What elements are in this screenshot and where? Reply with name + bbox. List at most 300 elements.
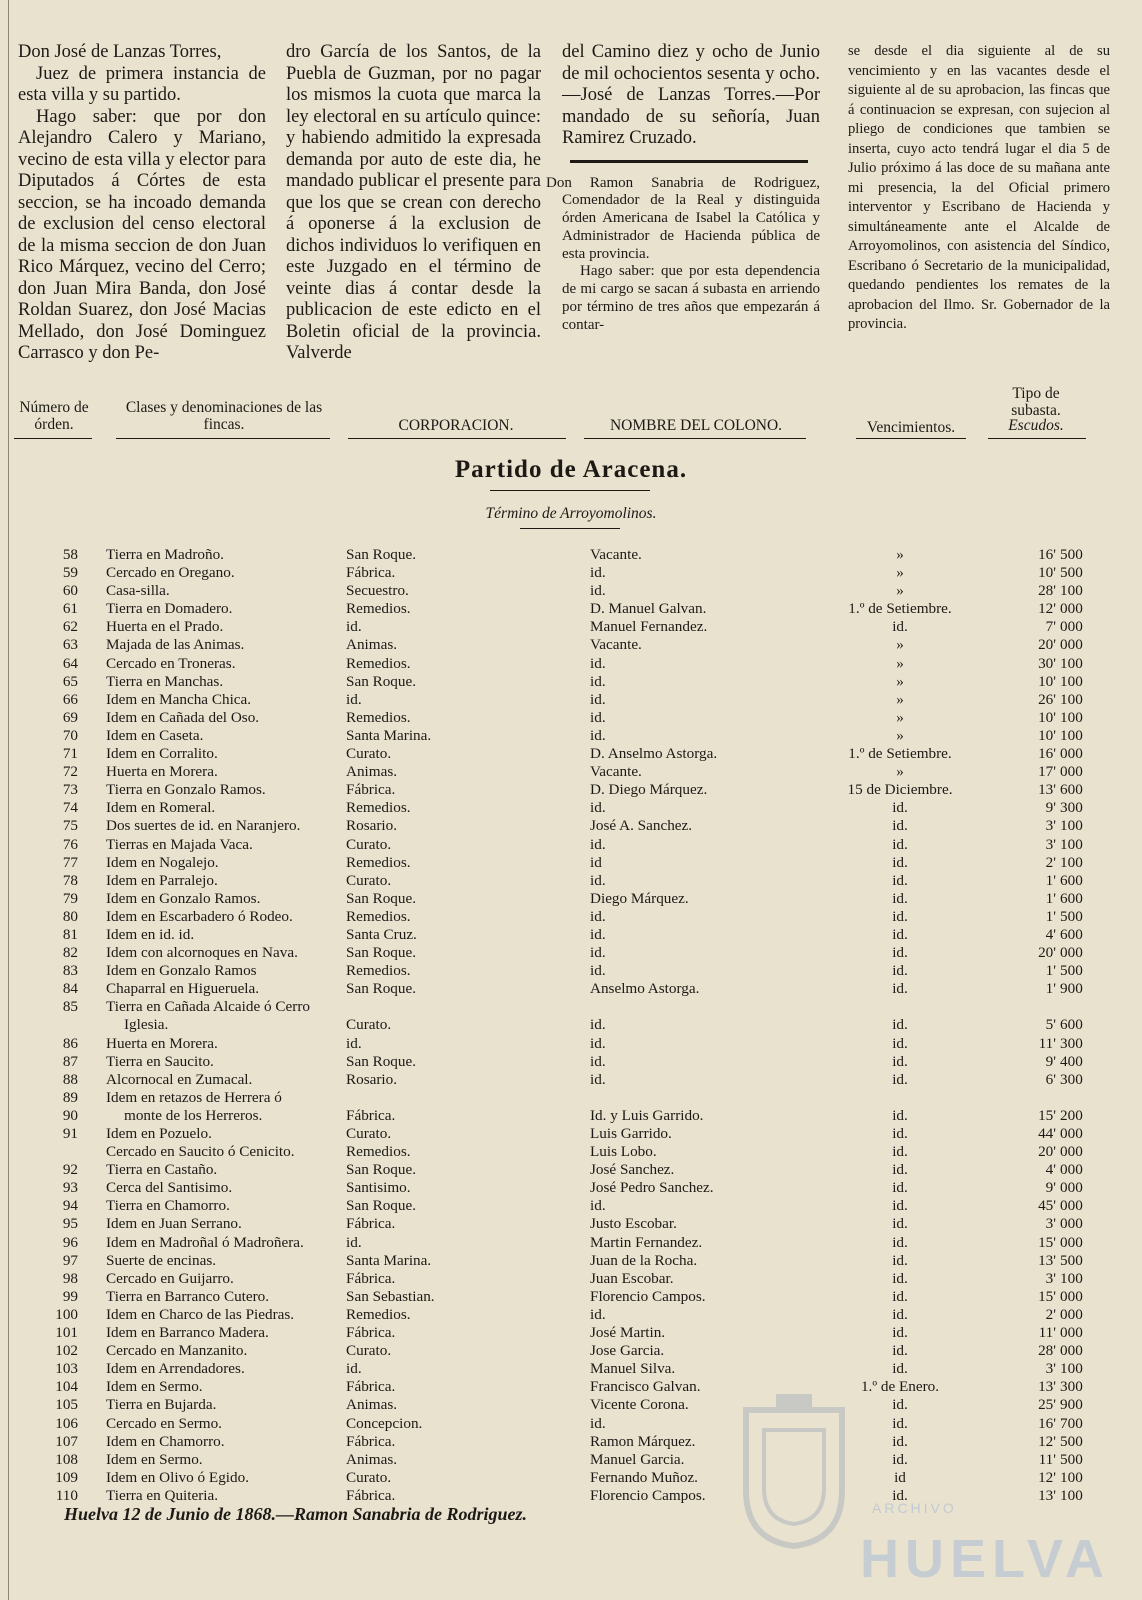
table-row	[0, 655, 1142, 673]
row-milesimas: 600	[1060, 889, 1083, 907]
row-escudos: 3'	[1045, 1360, 1056, 1378]
row-escudos: 11'	[1038, 1034, 1056, 1052]
row-property: Huerta en Morera.	[106, 1034, 218, 1052]
row-escudos: 13'	[1038, 1251, 1056, 1269]
row-escudos: 13'	[1038, 1486, 1056, 1504]
row-escudos: 3'	[1045, 835, 1056, 853]
row-property: Idem con alcornoques en Nava.	[106, 944, 298, 962]
table-row	[0, 1035, 1142, 1053]
row-expiry: id.	[892, 944, 908, 962]
row-number: 61	[62, 600, 78, 618]
row-corporation: San Roque.	[346, 1161, 417, 1179]
row-corporation: Animas.	[346, 763, 398, 781]
table-row	[0, 1234, 1142, 1252]
table-row	[0, 1215, 1142, 1233]
row-tenant: Florencio Campos.	[590, 1287, 706, 1305]
row-milesimas: 000	[1060, 1161, 1083, 1179]
row-number: 71	[62, 745, 78, 763]
row-corporation: Santisimo.	[346, 1179, 411, 1197]
header-underline	[14, 438, 92, 439]
row-escudos: 3'	[1045, 1215, 1056, 1233]
row-expiry: 15 de Diciembre.	[847, 781, 953, 799]
row-escudos: 11'	[1038, 1450, 1056, 1468]
row-expiry: »	[896, 582, 904, 600]
row-corporation: Curato.	[346, 835, 392, 853]
table-row	[0, 1125, 1142, 1143]
row-tenant: id.	[590, 1016, 606, 1034]
row-property: Idem en Barranco Madera.	[106, 1324, 269, 1342]
row-corporation: id.	[346, 1360, 362, 1378]
row-corporation: Fábrica.	[346, 1378, 396, 1396]
table-row	[0, 1270, 1142, 1288]
row-corporation: Remedios.	[346, 1305, 411, 1323]
row-milesimas: 100	[1060, 654, 1083, 672]
row-expiry: id.	[892, 1233, 908, 1251]
row-expiry: id.	[892, 889, 908, 907]
row-tenant: D. Anselmo Astorga.	[590, 745, 718, 763]
row-number: 69	[62, 708, 78, 726]
row-milesimas: 000	[1060, 745, 1083, 763]
text-column-3	[546, 42, 820, 335]
row-property: Tierra en Gonzalo Ramos.	[106, 781, 266, 799]
row-expiry: id.	[892, 907, 908, 925]
row-property: Dos suertes de id. en Naranjero.	[106, 817, 301, 835]
row-milesimas: 500	[1060, 546, 1083, 563]
row-tenant: D. Manuel Galvan.	[590, 600, 707, 618]
row-corporation: Curato.	[346, 1016, 392, 1034]
row-tenant: id.	[590, 799, 606, 817]
row-corporation: Animas.	[346, 1450, 398, 1468]
table-row	[0, 1071, 1142, 1089]
table-row	[0, 763, 1142, 781]
row-number: 109	[55, 1468, 78, 1486]
row-tenant: id.	[590, 907, 606, 925]
row-tenant: Manuel Garcia.	[590, 1450, 685, 1468]
notice-closing: del Camino diez y ocho de Junio de mil ochocientos sesenta y ocho.—José de Lanzas Torres.—Por mandado de su señoría, Juan Ramirez Cruzado.	[562, 42, 820, 148]
row-milesimas: 000	[1060, 763, 1083, 781]
row-property: Iglesia.	[124, 1016, 169, 1034]
row-corporation: Animas.	[346, 636, 398, 654]
row-corporation: Rosario.	[346, 817, 398, 835]
row-number: 81	[62, 925, 78, 943]
row-milesimas: 100	[1060, 708, 1083, 726]
row-expiry: id.	[892, 1287, 908, 1305]
row-expiry: id.	[892, 1215, 908, 1233]
row-escudos: 16'	[1038, 546, 1056, 563]
row-escudos: 2'	[1045, 853, 1056, 871]
row-tenant: Manuel Silva.	[590, 1360, 676, 1378]
table-row	[0, 1342, 1142, 1360]
row-number: 110	[55, 1486, 78, 1504]
row-milesimas: 600	[1060, 1016, 1083, 1034]
row-number: 105	[55, 1396, 78, 1414]
row-property: Cercado en Oregano.	[106, 564, 235, 582]
row-expiry: id.	[892, 1324, 908, 1342]
row-corporation: San Roque.	[346, 1052, 417, 1070]
row-number: 63	[62, 636, 78, 654]
row-escudos: 1'	[1045, 907, 1056, 925]
row-tenant: Luis Garrido.	[590, 1125, 672, 1142]
row-milesimas: 500	[1060, 1450, 1083, 1468]
row-corporation: id.	[346, 690, 362, 708]
row-escudos: 17'	[1038, 763, 1056, 781]
row-number: 73	[62, 781, 78, 799]
row-property: Tierra en Cañada Alcaide ó Cerro	[106, 998, 310, 1016]
table-row	[0, 1469, 1142, 1487]
row-number: 70	[62, 726, 78, 744]
row-expiry: id.	[892, 1052, 908, 1070]
row-milesimas: 000	[1060, 944, 1083, 962]
row-property: Majada de las Animas.	[106, 636, 245, 654]
row-milesimas: 900	[1060, 980, 1083, 998]
row-corporation: Concepcion.	[346, 1414, 423, 1432]
row-property: Tierra en Quiteria.	[106, 1486, 219, 1504]
header-colono: NOMBRE DEL COLONO.	[609, 417, 783, 434]
table-row	[0, 1487, 1142, 1505]
row-number: 83	[62, 962, 78, 980]
row-expiry: id.	[892, 817, 908, 835]
row-number: 102	[55, 1342, 78, 1360]
row-tenant: id.	[590, 925, 606, 943]
row-property: Tierra en Saucito.	[106, 1052, 214, 1070]
row-corporation: Remedios.	[346, 799, 411, 817]
row-tenant: Juan Escobar.	[590, 1269, 674, 1287]
row-escudos: 20'	[1038, 636, 1056, 654]
row-corporation: Remedios.	[346, 600, 411, 618]
row-expiry: id.	[892, 1269, 908, 1287]
row-number: 82	[62, 944, 78, 962]
header-underline	[116, 438, 330, 439]
row-milesimas: 400	[1060, 1052, 1083, 1070]
row-expiry: id.	[892, 871, 908, 889]
row-corporation: id.	[346, 1034, 362, 1052]
row-escudos: 45'	[1038, 1197, 1056, 1215]
row-milesimas: 100	[1060, 1360, 1083, 1378]
row-expiry: id.	[892, 925, 908, 943]
row-property: Cercado en Saucito ó Cenicito.	[106, 1143, 295, 1161]
row-corporation: Fábrica.	[346, 1432, 396, 1450]
watermark-text: HUELVA	[860, 1529, 1110, 1589]
row-tenant: Luis Lobo.	[590, 1143, 657, 1161]
row-corporation: Santa Marina.	[346, 1251, 432, 1269]
row-expiry: id.	[892, 1305, 908, 1323]
row-tenant: id.	[590, 1305, 606, 1323]
table-header	[0, 385, 1142, 445]
row-milesimas: 000	[1060, 636, 1083, 654]
row-escudos: 4'	[1045, 1161, 1056, 1179]
header-numero: Número de órden.	[19, 399, 89, 433]
row-expiry: id.	[892, 1143, 908, 1161]
watermark-caption: ARCHIVO	[872, 1500, 957, 1516]
row-tenant: José A. Sanchez.	[590, 817, 693, 835]
row-tenant: id.	[590, 1070, 606, 1088]
district-title: Partido de Aracena.	[454, 456, 688, 483]
row-expiry: id.	[892, 962, 908, 980]
row-expiry: id	[894, 1468, 906, 1486]
row-expiry: »	[896, 564, 904, 582]
row-number: 58	[62, 546, 78, 563]
row-milesimas: 100	[1060, 1468, 1083, 1486]
row-expiry: 1.º de Setiembre.	[848, 745, 952, 763]
row-property: Idem en Sermo.	[106, 1378, 203, 1396]
row-number: 93	[62, 1179, 78, 1197]
row-tenant: Juan de la Rocha.	[590, 1251, 698, 1269]
row-escudos: 15'	[1038, 1287, 1056, 1305]
row-escudos: 12'	[1038, 1468, 1056, 1486]
row-expiry: id.	[892, 1125, 908, 1142]
row-number: 86	[62, 1034, 78, 1052]
row-escudos: 44'	[1038, 1125, 1056, 1142]
row-milesimas: 100	[1060, 582, 1083, 600]
row-property: Idem en Juan Serrano.	[106, 1215, 242, 1233]
row-property: Idem en Pozuelo.	[106, 1125, 212, 1142]
row-milesimas: 600	[1060, 781, 1083, 799]
row-number: 104	[55, 1378, 78, 1396]
row-expiry: id.	[892, 1179, 908, 1197]
row-milesimas: 100	[1060, 835, 1083, 853]
row-tenant: Anselmo Astorga.	[590, 980, 700, 998]
table-row	[0, 944, 1142, 962]
header-escudos: Escudos.	[1008, 417, 1064, 434]
row-milesimas: 600	[1060, 871, 1083, 889]
notice-continuation: dro García de los Santos, de la Puebla de Guzman, por no pagar los mismos la cuota que marca la ley electoral en su artículo quince: y habiendo admitido la expresada demanda por auto de este dia, he mandado publicar el presente para que los que se crean con derecho á oponerse á la exclusion de dichos individuos lo verifiquen en este Juzgado en el término de veinte dias á contar desde la publicacion de este edicto en el Boletin oficial de la provincia. Valverde	[286, 42, 541, 363]
row-corporation: Secuestro.	[346, 582, 409, 600]
header-underline	[988, 438, 1086, 439]
table-row	[0, 1016, 1142, 1034]
row-property: Cercado en Troneras.	[106, 654, 236, 672]
row-tenant: Vicente Corona.	[590, 1396, 689, 1414]
header-tipo: Tipo de subasta.	[1011, 385, 1061, 419]
row-property: Chaparral en Higueruela.	[106, 980, 260, 998]
row-expiry: »	[896, 672, 904, 690]
row-property: Idem en Escarbadero ó Rodeo.	[106, 907, 293, 925]
row-tenant: id.	[590, 944, 606, 962]
judge-title: Juez de primera instancia de esta villa y su partido.	[18, 63, 266, 105]
row-escudos: 1'	[1045, 980, 1056, 998]
table-row	[0, 781, 1142, 799]
row-tenant: Vacante.	[590, 546, 642, 563]
row-tenant: id.	[590, 690, 606, 708]
row-corporation: Fábrica.	[346, 781, 396, 799]
row-expiry: »	[896, 726, 904, 744]
row-property: Casa-silla.	[106, 582, 170, 600]
row-expiry: »	[896, 654, 904, 672]
row-tenant: id.	[590, 564, 606, 582]
row-number: 78	[62, 871, 78, 889]
row-tenant: id.	[590, 835, 606, 853]
row-property: Idem en Parralejo.	[106, 871, 218, 889]
table-row	[0, 872, 1142, 890]
row-milesimas: 000	[1060, 1125, 1083, 1142]
row-tenant: Diego Márquez.	[590, 889, 689, 907]
table-row	[0, 1161, 1142, 1179]
table-row	[0, 1360, 1142, 1378]
table-row	[0, 817, 1142, 835]
top-text-columns	[18, 42, 1128, 392]
row-property: Idem en Olivo ó Egido.	[106, 1468, 249, 1486]
row-corporation: San Roque.	[346, 980, 417, 998]
table-row	[0, 673, 1142, 691]
row-expiry: id.	[892, 1450, 908, 1468]
row-number: 72	[62, 763, 78, 781]
row-property: Idem en Corralito.	[106, 745, 218, 763]
row-corporation: id.	[346, 1233, 362, 1251]
row-tenant: id.	[590, 1052, 606, 1070]
row-tenant: Id. y Luis Garrido.	[590, 1106, 704, 1124]
row-tenant: id.	[590, 672, 606, 690]
row-expiry: id.	[892, 1251, 908, 1269]
row-escudos: 9'	[1045, 799, 1056, 817]
table-row	[0, 1143, 1142, 1161]
row-tenant: id.	[590, 962, 606, 980]
row-number: 59	[62, 564, 78, 582]
table-row	[0, 799, 1142, 817]
table-row	[0, 1324, 1142, 1342]
row-escudos: 4'	[1045, 925, 1056, 943]
row-tenant: id.	[590, 726, 606, 744]
row-milesimas: 000	[1060, 1287, 1083, 1305]
row-escudos: 10'	[1038, 726, 1056, 744]
row-tenant: Justo Escobar.	[590, 1215, 677, 1233]
row-corporation: Fábrica.	[346, 1324, 396, 1342]
row-escudos: 15'	[1038, 1106, 1056, 1124]
row-tenant: id.	[590, 582, 606, 600]
row-property: Idem en Sermo.	[106, 1450, 203, 1468]
row-expiry: »	[896, 763, 904, 781]
row-milesimas: 500	[1060, 1432, 1083, 1450]
row-milesimas: 300	[1060, 1378, 1083, 1396]
row-property: Tierra en Domadero.	[106, 600, 233, 618]
signature-line: Huelva 12 de Junio de 1868.—Ramon Sanabria de Rodriguez.	[64, 1504, 528, 1524]
table-row	[0, 564, 1142, 582]
row-expiry: id.	[892, 1161, 908, 1179]
row-escudos: 12'	[1038, 600, 1056, 618]
row-corporation: Fábrica.	[346, 1106, 396, 1124]
header-underline	[348, 438, 566, 439]
row-escudos: 13'	[1038, 781, 1056, 799]
row-number: 79	[62, 889, 78, 907]
archive-seal-logo	[736, 1390, 852, 1550]
row-escudos: 3'	[1045, 1269, 1056, 1287]
row-milesimas: 500	[1060, 564, 1083, 582]
table-row	[0, 908, 1142, 926]
row-number: 90	[62, 1106, 78, 1124]
row-escudos: 16'	[1038, 1414, 1056, 1432]
row-escudos: 28'	[1038, 1342, 1056, 1360]
row-milesimas: 100	[1060, 817, 1083, 835]
row-milesimas: 600	[1060, 925, 1083, 943]
row-corporation: id.	[346, 618, 362, 636]
table-row	[0, 890, 1142, 908]
row-number: 101	[55, 1324, 78, 1342]
table-row	[0, 1053, 1142, 1071]
row-property: Tierra en Chamorro.	[106, 1197, 230, 1215]
table-row	[0, 582, 1142, 600]
row-escudos: 20'	[1038, 1143, 1056, 1161]
row-tenant: Vacante.	[590, 636, 642, 654]
row-property: monte de los Herreros.	[124, 1106, 263, 1124]
table-row	[0, 980, 1142, 998]
text-column-2	[286, 42, 541, 365]
row-escudos: 1'	[1045, 889, 1056, 907]
row-number: 108	[55, 1450, 78, 1468]
row-escudos: 30'	[1038, 654, 1056, 672]
row-corporation: Remedios.	[346, 708, 411, 726]
row-expiry: id.	[892, 980, 908, 998]
row-milesimas: 300	[1060, 1034, 1083, 1052]
row-number: 107	[55, 1432, 78, 1450]
row-property: Cercado en Sermo.	[106, 1414, 222, 1432]
separator-rule	[570, 160, 808, 163]
row-escudos: 1'	[1045, 962, 1056, 980]
row-milesimas: 000	[1060, 618, 1083, 636]
row-corporation: San Roque.	[346, 546, 417, 563]
row-property: Tierra en Madroño.	[106, 546, 224, 563]
row-expiry: id.	[892, 835, 908, 853]
table-row	[0, 709, 1142, 727]
row-milesimas: 000	[1060, 1197, 1083, 1215]
row-number: 64	[62, 654, 78, 672]
row-property: Tierra en Bujarda.	[106, 1396, 217, 1414]
row-number: 106	[55, 1414, 78, 1432]
row-expiry: id.	[892, 1197, 908, 1215]
row-number: 100	[55, 1305, 78, 1323]
table-row	[0, 727, 1142, 745]
row-tenant: id.	[590, 871, 606, 889]
table-row	[0, 691, 1142, 709]
row-property: Huerta en Morera.	[106, 763, 218, 781]
row-milesimas: 100	[1060, 853, 1083, 871]
row-expiry: id.	[892, 1034, 908, 1052]
row-corporation: Remedios.	[346, 1143, 411, 1161]
row-corporation: San Roque.	[346, 944, 417, 962]
row-expiry: »	[896, 708, 904, 726]
row-number: 92	[62, 1161, 78, 1179]
row-tenant: id.	[590, 1414, 606, 1432]
row-tenant: Martin Fernandez.	[590, 1233, 703, 1251]
row-milesimas: 000	[1060, 1324, 1083, 1342]
row-corporation: Remedios.	[346, 853, 411, 871]
table-row	[0, 1378, 1142, 1396]
row-corporation: Curato.	[346, 745, 392, 763]
auction-conditions: se desde el dia siguiente al de su vencimiento y en las vacantes desde el siguiente al de su aprobacion, las fincas que á continuacion se expresan, con sujecion al pliego de condiciones que tambien se inserta, cuyo acto tendrá lugar el dia 5 de Julio próximo á las doce de su mañana ante mi presencia, la del Oficial primero interventor y Escribano de Hacienda y simultáneamente ante el Alcalde de Arroyomolinos, con asistencia del Síndico, Escribano ó Secretario de la municipalidad, quedando pendientes los remates de la aprobacion del Ilmo. Sr. Gobernador de la provincia.	[848, 43, 1110, 332]
text-column-1	[18, 42, 266, 365]
row-expiry: id.	[892, 1432, 908, 1450]
administrator-heading: Don Ramon Sanabria de Rodriguez, Comendador de la Real y distinguida órden Americana de Isabel la Católica y Administrador de Hacienda pública de esta provincia.	[546, 174, 820, 262]
row-expiry: id.	[892, 1016, 908, 1034]
row-number: 74	[62, 799, 78, 817]
row-number: 89	[62, 1088, 78, 1106]
table-row	[0, 1433, 1142, 1451]
row-number: 76	[62, 835, 78, 853]
row-property: Idem en Madroñal ó Madroñera.	[106, 1233, 304, 1251]
row-milesimas: 200	[1060, 1106, 1083, 1124]
row-expiry: »	[896, 546, 904, 563]
row-tenant: Fernando Muñoz.	[590, 1468, 698, 1486]
row-escudos: 11'	[1038, 1324, 1056, 1342]
row-expiry: id.	[892, 1414, 908, 1432]
row-number: 99	[62, 1287, 78, 1305]
table-row	[0, 1089, 1142, 1107]
table-row	[0, 618, 1142, 636]
row-tenant: Manuel Fernandez.	[590, 618, 708, 636]
row-property: Idem en Chamorro.	[106, 1432, 225, 1450]
row-number: 65	[62, 672, 78, 690]
row-tenant: id.	[590, 708, 606, 726]
row-milesimas: 500	[1060, 907, 1083, 925]
row-expiry: id.	[892, 1486, 908, 1504]
row-tenant: Jose Garcia.	[590, 1342, 665, 1360]
